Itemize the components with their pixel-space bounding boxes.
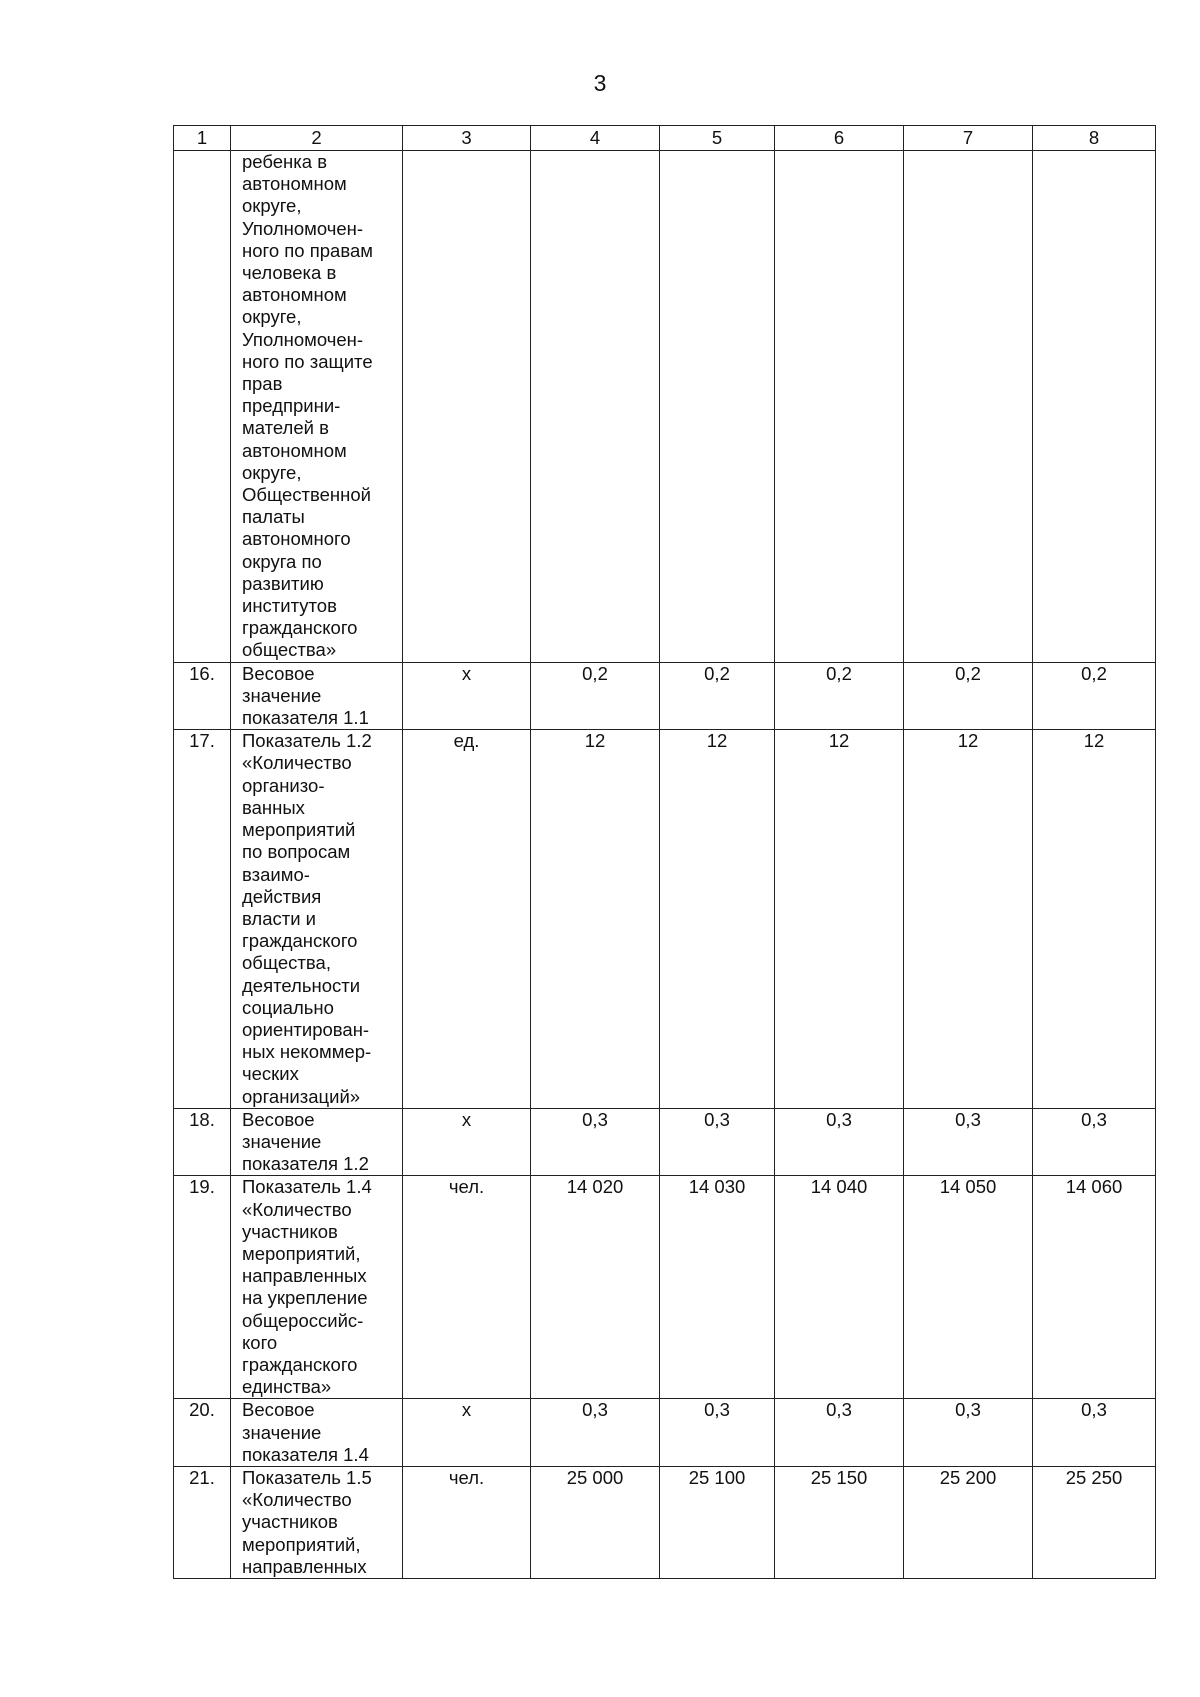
row-number: 20. (174, 1399, 231, 1467)
value-col-4: 14 020 (531, 1176, 660, 1399)
table-row (174, 730, 1156, 1108)
value-col-6: 0,2 (775, 662, 904, 730)
header-cell-2: 2 (231, 126, 403, 151)
unit-cell (403, 151, 531, 663)
table-row (174, 1176, 1156, 1399)
value-col-4: 0,3 (531, 1399, 660, 1467)
row-number: 19. (174, 1176, 231, 1399)
unit-cell: х (403, 662, 531, 730)
header-row (174, 126, 1156, 151)
value-col-4 (531, 151, 660, 663)
unit-cell: чел. (403, 1176, 531, 1399)
value-col-6: 0,3 (775, 1399, 904, 1467)
unit-cell: ед. (403, 730, 531, 1108)
value-col-5: 12 (660, 730, 775, 1108)
value-col-5: 0,3 (660, 1399, 775, 1467)
value-col-8: 14 060 (1033, 1176, 1156, 1399)
value-col-8: 0,3 (1033, 1108, 1156, 1176)
value-col-5 (660, 151, 775, 663)
value-col-7: 0,2 (904, 662, 1033, 730)
header-cell-7: 7 (904, 126, 1033, 151)
value-col-4: 0,2 (531, 662, 660, 730)
unit-cell: чел. (403, 1466, 531, 1578)
value-col-8: 0,3 (1033, 1399, 1156, 1467)
value-col-7: 14 050 (904, 1176, 1033, 1399)
indicator-name: Весовое значение показателя 1.4 (231, 1399, 403, 1467)
table-row (174, 1399, 1156, 1467)
header-cell-3: 3 (403, 126, 531, 151)
value-col-6: 25 150 (775, 1466, 904, 1578)
table-row (174, 151, 1156, 663)
indicator-name: Показатель 1.5 «Количество участников мероприятий, направленных (231, 1466, 403, 1578)
header-cell-6: 6 (775, 126, 904, 151)
page-number: 3 (593, 70, 607, 96)
value-col-7: 0,3 (904, 1108, 1033, 1176)
value-col-7: 12 (904, 730, 1033, 1108)
table-row (174, 1108, 1156, 1176)
value-col-5: 25 100 (660, 1466, 775, 1578)
indicator-name: Весовое значение показателя 1.1 (231, 662, 403, 730)
value-col-8 (1033, 151, 1156, 663)
unit-cell: х (403, 1399, 531, 1467)
row-number: 18. (174, 1108, 231, 1176)
table-row (174, 662, 1156, 730)
value-col-8: 12 (1033, 730, 1156, 1108)
header-cell-8: 8 (1033, 126, 1156, 151)
value-col-5: 14 030 (660, 1176, 775, 1399)
value-col-4: 25 000 (531, 1466, 660, 1578)
unit-cell: х (403, 1108, 531, 1176)
value-col-6 (775, 151, 904, 663)
value-col-6: 0,3 (775, 1108, 904, 1176)
value-col-8: 0,2 (1033, 662, 1156, 730)
indicator-name: Показатель 1.2 «Количество организо- ванных мероприятий по вопросам взаимо- действия власти и гражданского общества, деятельности социально ориентирован- ных некоммер- ческих организаций» (231, 730, 403, 1108)
value-col-5: 0,2 (660, 662, 775, 730)
value-col-4: 12 (531, 730, 660, 1108)
indicator-name: ребенка в автономном округе, Уполномочен- ного по правам человека в автономном округе, Уполномочен- ного по защите прав предприни- мателей в автономном округе, Общественной палаты автономного округа по развитию институтов гражданского общества» (231, 151, 403, 663)
value-col-7 (904, 151, 1033, 663)
row-number: 21. (174, 1466, 231, 1578)
value-col-4: 0,3 (531, 1108, 660, 1176)
header-cell-1: 1 (174, 126, 231, 151)
row-number (174, 151, 231, 663)
indicators-table (173, 125, 1156, 1579)
row-number: 17. (174, 730, 231, 1108)
value-col-5: 0,3 (660, 1108, 775, 1176)
value-col-7: 25 200 (904, 1466, 1033, 1578)
header-cell-5: 5 (660, 126, 775, 151)
table-row (174, 1466, 1156, 1578)
value-col-6: 12 (775, 730, 904, 1108)
header-cell-4: 4 (531, 126, 660, 151)
row-number: 16. (174, 662, 231, 730)
indicator-name: Весовое значение показателя 1.2 (231, 1108, 403, 1176)
indicator-name: Показатель 1.4 «Количество участников мероприятий, направленных на укрепление общероссийс- кого гражданского единства» (231, 1176, 403, 1399)
value-col-6: 14 040 (775, 1176, 904, 1399)
value-col-7: 0,3 (904, 1399, 1033, 1467)
value-col-8: 25 250 (1033, 1466, 1156, 1578)
